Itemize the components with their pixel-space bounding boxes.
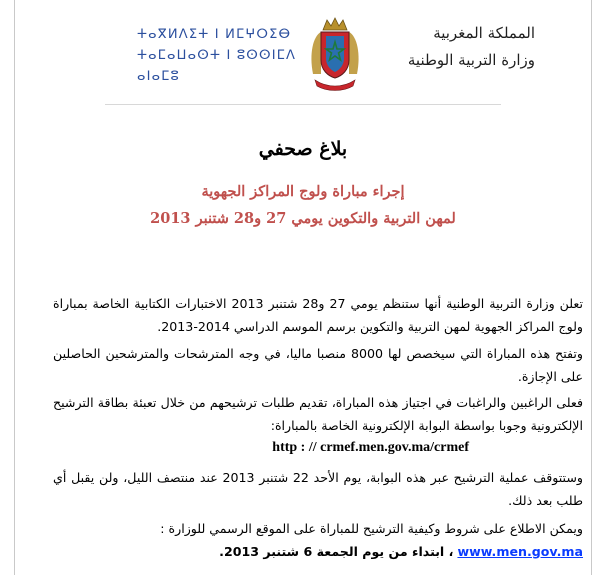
header-tifinagh [137, 24, 297, 87]
paragraph-5-continued [53, 540, 583, 563]
tifinagh-line-2: ⵜⴰⵎⴰⵡⴰⵙⵜ ⵏ ⵓⵙⵙⵏⵎⴷ [137, 48, 297, 63]
tifinagh-line-1: ⵜⴰⴳⵍⴷⵉⵜ ⵏ ⵍⵎⵖⵔⵉⴱ [137, 27, 292, 42]
subtitle-line-1: إجراء مباراة ولوج المراكز الجهوية [201, 183, 405, 200]
document-page [14, 0, 592, 575]
tifinagh-line-3: ⴰⵏⴰⵎⵓ [137, 69, 180, 84]
kingdom-label: المملكة المغربية [433, 24, 535, 42]
start-date-note: ، ابتداء من يوم الجمعة 6 شتنبر 2013. [219, 544, 454, 559]
header-arabic [335, 20, 535, 74]
paragraph-4: وستتوقف عملية الترشيح عبر هذه البوابة، يوم الأحد 22 شتنبر 2013 عند منتصف الليل، ولن يقبل أي طلب بعد ذلك. [53, 470, 583, 508]
portal-url[interactable]: http : // crmef.men.gov.ma/crmef [272, 440, 469, 455]
ministry-website-link[interactable]: www.men.gov.ma [457, 544, 583, 559]
paragraph-3: فعلى الراغبين والراغبات في اجتياز هذه المباراة، تقديم طلبات ترشيحهم من خلال تعبئة بطاقة الترشيح الإلكترونية وجوبا بواسطة البوابة الإلكترونية الخاصة بالمباراة: [53, 395, 583, 433]
header-divider [105, 104, 501, 105]
subtitle-line-2: لمهن التربية والتكوين يومي 27 و28 شتنبر 2013 [150, 210, 456, 227]
paragraph-1: تعلن وزارة التربية الوطنية أنها ستنظم يومي 27 و28 شتنبر 2013 الاختبارات الكتابية الخاصة بمباراة ولوج المراكز الجهوية لمهن التربية والتكوين برسم الموسم الدراسي 2014-2013. [53, 296, 583, 334]
ministry-label: وزارة التربية الوطنية [407, 51, 535, 69]
paragraph-2: وتفتح هذه المباراة التي سيخصص لها 8000 منصبا ماليا، في وجه المترشحات والمترشحين الحاصلين على الإجازة. [53, 346, 583, 384]
press-release-title: بلاغ صحفي [258, 138, 348, 160]
paragraph-5: ويمكن الاطلاع على شروط وكيفية الترشيح للمباراة على الموقع الرسمي للوزارة : [160, 521, 583, 536]
coat-of-arms-icon [309, 14, 361, 94]
